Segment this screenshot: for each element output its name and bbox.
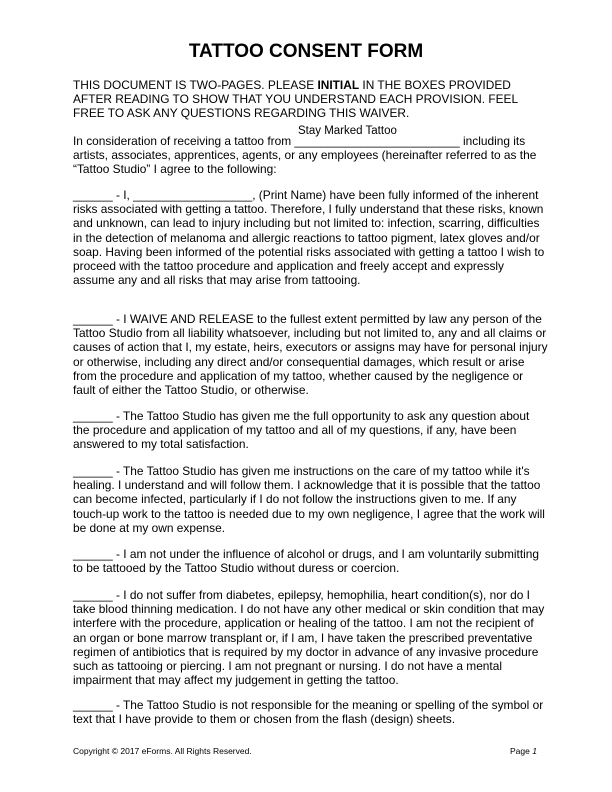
form-title: TATTOO CONSENT FORM xyxy=(188,41,424,62)
consent-statement: In consideration of receiving a tattoo from _________________________ including its artists, associates, apprentices, agents, or any employees (hereinafter referred to as the “Tattoo Studio” I agree to the following: xyxy=(73,134,537,177)
studio-name-field[interactable]: Stay Marked Tattoo xyxy=(298,125,397,137)
footer-page-label: Page xyxy=(510,746,530,756)
footer-page-indicator xyxy=(510,746,537,756)
footer-copyright: Copyright © 2017 eForms. All Rights Reserved. xyxy=(73,746,252,756)
intro-text-before: THIS DOCUMENT IS TWO-PAGES. PLEASE xyxy=(73,78,318,92)
provision-waiver-release: ______ - I WAIVE AND RELEASE to the fullest extent permitted by law any person of the Tattoo Studio from all liability whatsoever, including but not limited to, any and all claims or causes of action that I, my estate, heirs, executors or assigns may have for personal injury or otherwise, including any direct and/or consequential damages, which result or arise from the procedure and application of my tattoo, whether caused by the negligence or fault of either the Tattoo Studio, or otherwise. xyxy=(73,312,548,398)
provision-questions: ______ - The Tattoo Studio has given me the full opportunity to ask any question about the procedure and application of my tattoo and all of my questions, if any, have been answered to my total satisfaction. xyxy=(73,409,530,452)
provision-aftercare: ______ - The Tattoo Studio has given me instructions on the care of my tattoo while it's healing. I understand and will follow them. I acknowledge that it is possible that the tattoo can become infected, particularly if I do not follow the instructions given to me. If any touch-up work to the tattoo is needed due to my own negligence, I agree that the work will be done at my own expense. xyxy=(73,464,545,535)
intro-instructions xyxy=(73,78,548,121)
intro-initial-emphasis: INITIAL xyxy=(317,78,360,92)
provision-design-responsibility: ______ - The Tattoo Studio is not responsible for the meaning or spelling of the symbol or text that I have provide to them or chosen from the flash (design) sheets. xyxy=(73,698,544,727)
footer-page-number: 1 xyxy=(532,746,537,756)
provision-medical: ______ - I do not suffer from diabetes, epilepsy, hemophilia, heart condition(s), nor do I take blood thinning medication. I do not have any other medical or skin condition that may interfere with the procedure, application or healing of the tattoo. I am not the recipient of an organ or bone marrow transplant or, if I am, I have taken the prescribed preventative regimen of antibiotics that is required by my doctor in advance of any invasive procedure such as tattooing or piercing. I am not pregnant or nursing. I do not have a mental impairment that may affect my judgement in getting the tattoo. xyxy=(73,588,545,688)
intro-text-after: IN THE BOXES PROVIDED AFTER READING TO SHOW THAT YOU UNDERSTAND EACH PROVISION. FEEL FREE TO ASK ANY QUESTIONS REGARDING THIS WAIVER. xyxy=(73,78,518,121)
provision-risks: ______ - I, __________________, (Print Name) have been fully informed of the inherent risks associated with getting a tattoo. Therefore, I fully understand that these risks, known and unknown, can lead to injury including but not limited to: infection, scarring, difficulties in the detection of melanoma and allergic reactions to tattoo pigment, latex gloves and/or soap. Having been informed of the potential risks associated with getting a tattoo I wish to proceed with the tattoo procedure and application and freely accept and expressly assume any and all risks that may arise from tattooing. xyxy=(73,188,545,288)
provision-sobriety: ______ - I am not under the influence of alcohol or drugs, and I am voluntarily submitting to be tattooed by the Tattoo Studio without duress or coercion. xyxy=(73,547,539,576)
